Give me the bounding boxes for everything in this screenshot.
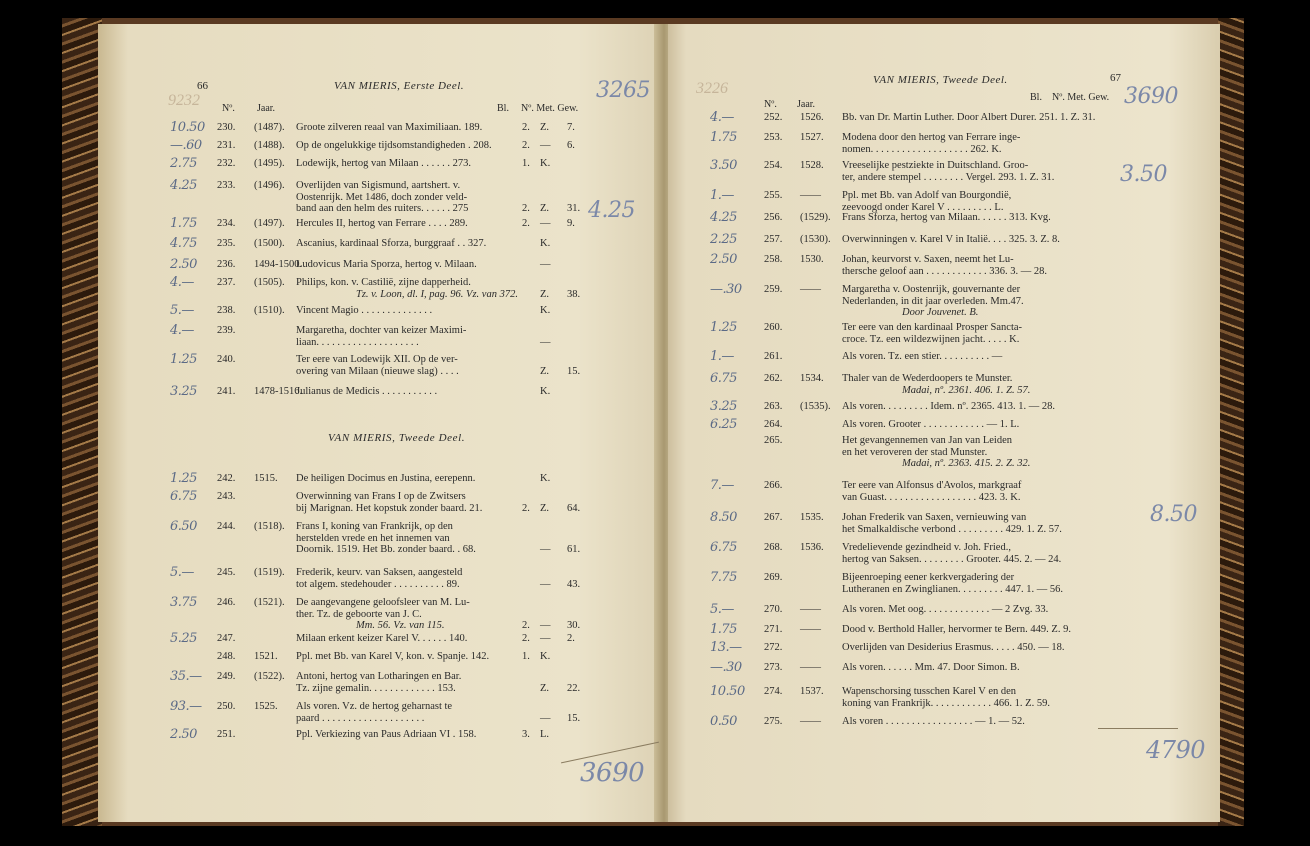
left-entry-year: (1495).	[254, 158, 285, 169]
right-entry-year: 1535.	[800, 512, 824, 523]
left-col-year: Jaar.	[257, 103, 276, 114]
left-entry-desc-line: overing van Milaan (nieuwe slag) . . . .	[296, 365, 459, 377]
right-entry-number: 252.	[764, 112, 783, 123]
left-entry-gew: 61.	[567, 544, 581, 555]
left-entry-metal: Z.	[540, 365, 550, 377]
left-entry-gew: 15.	[567, 712, 581, 724]
right-entry-desc-line: Wapenschorsing tusschen Karel V en den	[842, 686, 1017, 697]
left-entry-year: (1496).	[254, 180, 285, 191]
left-entry-desc-line: Milaan erkent keizer Karel V. . . . . . 140.	[296, 633, 468, 644]
left-entry-desc-line: band aan den helm des ruiters. . . . . . 275	[296, 203, 469, 214]
left-entry-desc-line: Ppl. Verkiezing van Paus Adriaan VI . 158.	[296, 729, 477, 740]
left-entry-metal: —	[540, 620, 551, 631]
right-entry-desc-line: Overwinningen v. Karel V in Italië. . . . 325. 3. Z. 8.	[842, 234, 1060, 245]
right-entry-number: 261.	[764, 351, 783, 362]
right-entry-number: 258.	[764, 254, 783, 265]
right-entry-year: (1529).	[800, 212, 831, 223]
left-col-met-gew: Nº. Met. Gew.	[521, 103, 579, 114]
right-entry-number: 275.	[764, 716, 783, 727]
right-entry-number: 256.	[764, 212, 783, 223]
left-entry-number: 234.	[217, 218, 236, 229]
right-entry-desc-line: Het gevangennemen van Jan van Leiden	[842, 435, 1012, 446]
right-entry-price: 4.—	[710, 110, 734, 125]
right-entry-desc-line: Ppl. met Bb. van Adolf van Bourgondië,	[842, 190, 1012, 201]
left-entry-year: (1488).	[254, 140, 285, 151]
left-entry-price: 10.50	[170, 120, 205, 135]
left-entry-desc-line: paard . . . . . . . . . . . . . . . . . . . .	[296, 712, 425, 724]
left-entry-number: 246.	[217, 597, 236, 608]
left-entry-price: 3.25	[170, 384, 197, 399]
right-entry-number: 257.	[764, 234, 783, 245]
right-entry-desc-line: Als voren . . . . . . . . . . . . . . . . . — 1. — 52.	[842, 716, 1025, 727]
right-col-year: Jaar.	[797, 99, 816, 110]
right-entry-number: 269.	[764, 572, 783, 583]
left-entry-number: 248.	[217, 651, 236, 662]
right-total-rule	[1098, 728, 1178, 729]
right-entry-desc-line: Nederlanden, in dit jaar overleden. Mm.47.	[842, 295, 1024, 307]
left-entry-year: (1510).	[254, 305, 285, 316]
left-entry-number: 247.	[217, 633, 236, 644]
right-entry-number: 272.	[764, 642, 783, 653]
left-entry-met: 2.	[522, 218, 530, 229]
right-entry-desc-line: Ter eere van den kardinaal Prosper Sancta-	[842, 322, 1023, 333]
right-entry-number: 264.	[764, 419, 783, 430]
left-entry-desc-line: Als voren. Vz. de hertog geharnast te	[296, 701, 453, 712]
right-entry-desc-line: Bb. van Dr. Martin Luther. Door Albert Durer. 251. 1. Z. 31.	[842, 112, 1096, 123]
right-entry-desc-line: Johan, keurvorst v. Saxen, neemt het Lu-	[842, 254, 1014, 265]
left-entry-price: 3.75	[170, 595, 197, 610]
left-entry-desc-line: Philips, kon. v. Castilië, zijne dapperheid.	[296, 277, 471, 288]
left-entry-desc-line: De aangevangene geloofsleer van M. Lu-	[296, 597, 470, 608]
right-entry-desc-line: zeevoogd onder Karel V . . . . . . . . . L.	[842, 201, 1004, 213]
left-entry-desc-line: Frederik, keurv. van Saksen, aangesteld	[296, 567, 463, 578]
right-entry-year: 1537.	[800, 686, 824, 697]
right-entry-number: 254.	[764, 160, 783, 171]
right-entry-number: 255.	[764, 190, 783, 201]
left-entry-number: 232.	[217, 158, 236, 169]
left-entry-met: 3.	[522, 729, 530, 740]
left-entry-year: (1487).	[254, 122, 285, 133]
left-entry-number: 231.	[217, 140, 236, 151]
right-entry-desc-line: Als voren. Tz. een stier. . . . . . . . . . —	[842, 351, 1003, 362]
left-entry-met: 2.	[522, 633, 530, 644]
right-entry-desc-line: nomen. . . . . . . . . . . . . . . . . . . 262. K.	[842, 143, 1002, 155]
left-entry-price: 5.—	[170, 303, 194, 318]
left-entry-desc-line: Vincent Magio . . . . . . . . . . . . . .	[296, 305, 433, 316]
left-entry-number: 240.	[217, 354, 236, 365]
right-entry-price: 5.—	[710, 602, 734, 617]
right-entry-desc-line: Door Jouvenet. B.	[902, 307, 979, 318]
left-entry-number: 237.	[217, 277, 236, 288]
left-page-number: 66	[197, 80, 208, 92]
right-entry-desc-line: Thaler van de Wederdoopers te Munster.	[842, 373, 1013, 384]
right-entry-price: 1.75	[710, 130, 737, 145]
right-entry-price: 1.—	[710, 188, 734, 203]
left-entry-metal: —	[540, 633, 551, 644]
right-entry-desc-line: Frans Sforza, hertog van Milaan. . . . . . 313. Kvg.	[842, 212, 1051, 223]
right-entry-price: 3.25	[710, 399, 737, 414]
left-entry-met: 2.	[522, 502, 530, 514]
left-entry-metal: Z.	[540, 288, 550, 300]
left-entry-metal: K.	[540, 238, 551, 249]
left-entry-price: 4.—	[170, 323, 194, 338]
right-entry-price: —.30	[710, 660, 742, 675]
right-entry-desc-line: ter, andere stempel . . . . . . . . Vergel. 293. 1. Z. 31.	[842, 171, 1055, 183]
right-entry-price: 0.50	[710, 714, 737, 729]
left-entry-desc-line: Oostenrijk. Met 1486, doch zonder veld-	[296, 191, 468, 203]
left-entry-price: 93.—	[170, 699, 202, 714]
left-entry-desc-line: Ppl. met Bb. van Karel V, kon. v. Spanje. 142.	[296, 651, 490, 662]
right-entry-year: ——	[800, 624, 821, 635]
left-entry-gew: 9.	[567, 218, 575, 229]
right-entry-number: 265.	[764, 435, 783, 446]
left-entry-gew: 6.	[567, 140, 575, 151]
left-entry-number: 242.	[217, 473, 236, 484]
right-entry-desc-line: koning van Frankrijk. . . . . . . . . . . . 466. 1. Z. 59.	[842, 697, 1050, 709]
left-entry-met: 2.	[522, 620, 530, 631]
left-entry-gew: 64.	[567, 502, 581, 514]
left-entry-desc-line: Ludovicus Maria Sporza, hertog v. Milaan.	[296, 259, 477, 270]
left-entry-metal: —	[540, 712, 551, 724]
left-entry-number: 230.	[217, 122, 236, 133]
left-running-header: VAN MIERIS, Eerste Deel.	[334, 80, 465, 92]
right-entry-desc-line: Ter eere van Alfonsus d'Avolos, markgraaf	[842, 480, 1022, 491]
left-entry-metal: Z.	[540, 502, 550, 514]
right-entry-number: 266.	[764, 480, 783, 491]
left-entry-year: 1525.	[254, 701, 278, 712]
left-entry-price: 1.75	[170, 216, 197, 231]
left-entry-metal: K.	[540, 473, 551, 484]
left-entry-price: 5.25	[170, 631, 197, 646]
left-entry-desc-line: Ter eere van Lodewijk XII. Op de ver-	[296, 354, 458, 365]
right-entry-price: 2.50	[710, 252, 737, 267]
left-entry-year: 1521.	[254, 651, 278, 662]
right-entry-number: 274.	[764, 686, 783, 697]
left-entry-number: 244.	[217, 521, 236, 532]
right-entry-year: 1534.	[800, 373, 824, 384]
left-entry-year: 1494-1500.	[254, 259, 303, 270]
left-entry-number: 243.	[217, 491, 236, 502]
right-entry-number: 270.	[764, 604, 783, 615]
right-entry-price: 4.25	[710, 210, 737, 225]
right-entry-year: 1527.	[800, 132, 824, 143]
right-entry-number: 263.	[764, 401, 783, 412]
right-col-bl: Bl.	[1030, 92, 1042, 103]
left-entry-desc-line: Frans I, koning van Frankrijk, op den	[296, 521, 453, 532]
right-entry-price: —.30	[710, 282, 742, 297]
left-entry-year: (1518).	[254, 521, 285, 532]
left-entry-year: 1515.	[254, 473, 278, 484]
left-entry-year: (1505).	[254, 277, 285, 288]
left-entry-metal: L.	[540, 729, 550, 740]
right-entry-desc-line: Vredelievende gezindheid v. Joh. Fried.,	[842, 542, 1011, 553]
left-entry-desc-line: Doornik. 1519. Het Bb. zonder baard. . 68.	[296, 544, 476, 555]
right-entry-year: ——	[800, 284, 821, 295]
left-entry-metal: Z.	[540, 122, 550, 133]
left-entry-price: 35.—	[170, 669, 202, 684]
right-page-number: 67	[1110, 72, 1121, 84]
right-entry-desc-line: Dood v. Berthold Haller, hervormer te Bern. 449. Z. 9.	[842, 624, 1071, 635]
left-entry-desc-line: Op de ongelukkige tijdsomstandigheden . 208.	[296, 140, 492, 151]
right-entry-desc-line: Als voren. . . . . . . . . Idem. nº. 2365. 413. 1. — 28.	[842, 401, 1055, 412]
left-section-heading: VAN MIERIS, Tweede Deel.	[328, 432, 466, 444]
left-entry-number: 250.	[217, 701, 236, 712]
left-entry-desc-line: Hercules II, hertog van Ferrare . . . . 289.	[296, 218, 468, 229]
right-entry-price: 1.25	[710, 320, 737, 335]
right-entry-number: 259.	[764, 284, 783, 295]
right-col-met-gew: Nº. Met. Gew.	[1052, 92, 1110, 103]
right-entry-desc-line: Als voren. Met oog. . . . . . . . . . . . . — 2 Zvg. 33.	[842, 604, 1049, 615]
left-entry-desc-line: Tz. v. Loon, dl. I, pag. 96. Vz. van 372.	[356, 288, 518, 300]
right-entry-price: 6.75	[710, 371, 737, 386]
left-entry-year: 1478-1516.	[254, 386, 303, 397]
left-entry-desc-line: tot algem. stedehouder . . . . . . . . . . 89.	[296, 578, 460, 590]
left-entry-price: 5.—	[170, 565, 194, 580]
right-entry-desc-line: Overlijden van Desiderius Erasmus. . . . . 450. — 18.	[842, 642, 1065, 653]
left-entry-number: 235.	[217, 238, 236, 249]
right-entry-price: 3.50	[710, 158, 737, 173]
left-entry-met: 2.	[522, 122, 530, 133]
left-entry-year: (1519).	[254, 567, 285, 578]
left-entry-number: 238.	[217, 305, 236, 316]
left-col-bl: Bl.	[497, 103, 509, 114]
right-entry-year: (1530).	[800, 234, 831, 245]
right-entry-price: 6.75	[710, 540, 737, 555]
left-entry-metal: K.	[540, 386, 551, 397]
right-entry-number: 271.	[764, 624, 783, 635]
right-entry-year: 1530.	[800, 254, 824, 265]
left-entry-metal: —	[540, 218, 551, 229]
right-entry-desc-line: Bijeenroeping eener kerkvergadering der	[842, 572, 1015, 583]
right-margin-note-254: 3.50	[1120, 162, 1167, 187]
left-entry-year: (1521).	[254, 597, 285, 608]
left-entry-price: 4.—	[170, 275, 194, 290]
right-col-no: Nº.	[764, 99, 777, 110]
left-entry-metal: —	[540, 259, 551, 270]
left-entry-metal: K.	[540, 158, 551, 169]
left-col-no: Nº.	[222, 103, 235, 114]
right-entry-number: 267.	[764, 512, 783, 523]
left-entry-price: —.60	[170, 138, 202, 153]
right-entry-price: 1.—	[710, 349, 734, 364]
left-entry-price: 6.75	[170, 489, 197, 504]
left-entry-gew: 22.	[567, 682, 581, 694]
left-entry-price: 6.50	[170, 519, 197, 534]
right-entry-price: 2.25	[710, 232, 737, 247]
right-entry-number: 253.	[764, 132, 783, 143]
left-entry-number: 236.	[217, 259, 236, 270]
left-entry-year: (1522).	[254, 671, 285, 682]
left-entry-metal: —	[540, 578, 551, 590]
left-entry-metal: —	[540, 336, 551, 348]
left-entry-price: 2.75	[170, 156, 197, 171]
right-entry-desc-line: Modena door den hertog van Ferrare inge-	[842, 132, 1021, 143]
left-entry-met: 1.	[522, 651, 530, 662]
right-entry-price: 8.50	[710, 510, 737, 525]
right-entry-price: 1.75	[710, 622, 737, 637]
right-entry-year: ——	[800, 190, 821, 201]
left-entry-gew: 15.	[567, 365, 581, 377]
left-entry-desc-line: liaan. . . . . . . . . . . . . . . . . . . .	[296, 336, 419, 348]
left-entry-number: 249.	[217, 671, 236, 682]
right-entry-number: 268.	[764, 542, 783, 553]
left-entry-number: 245.	[217, 567, 236, 578]
right-entry-price: 10.50	[710, 684, 745, 699]
marbled-edge-left	[62, 18, 102, 826]
left-total-bottom: 3690	[580, 758, 645, 788]
right-entry-number: 273.	[764, 662, 783, 673]
right-entry-desc-line: en het veroveren der stad Munster.	[842, 446, 988, 458]
left-entry-price: 1.25	[170, 471, 197, 486]
right-ghost-note: 3226	[696, 80, 728, 97]
left-entry-met: 1.	[522, 158, 530, 169]
left-entry-year: (1497).	[254, 218, 285, 229]
marbled-edge-right	[1218, 18, 1244, 826]
left-entry-gew: 38.	[567, 288, 581, 300]
left-entry-gew: 31.	[567, 203, 581, 214]
right-entry-desc-line: Madai, nº. 2363. 415. 2. Z. 32.	[902, 458, 1031, 469]
left-entry-metal: Z.	[540, 203, 550, 214]
left-entry-gew: 7.	[567, 122, 575, 133]
right-entry-desc-line: het Smalkaldische verbond . . . . . . . . . 429. 1. Z. 57.	[842, 523, 1062, 535]
left-entry-gew: 30.	[567, 620, 581, 631]
left-entry-gew: 2.	[567, 633, 575, 644]
right-entry-year: 1526.	[800, 112, 824, 123]
left-entry-number: 239.	[217, 325, 236, 336]
right-entry-price: 6.25	[710, 417, 737, 432]
left-entry-desc-line: herstelden vrede en het innemen van	[296, 532, 450, 544]
left-entry-met: 2.	[522, 140, 530, 151]
left-entry-desc-line: De heiligen Docimus en Justina, eerepenn.	[296, 473, 476, 484]
left-entry-metal: Z.	[540, 682, 550, 694]
right-margin-note-267: 8.50	[1150, 502, 1197, 527]
left-entry-desc-line: Julianus de Medicis . . . . . . . . . . .	[296, 386, 438, 397]
right-entry-desc-line: Vreeselijke pestziekte in Duitschland. Groo-	[842, 160, 1029, 171]
right-entry-year: 1528.	[800, 160, 824, 171]
right-entry-year: ——	[800, 662, 821, 673]
right-entry-price: 13.—	[710, 640, 742, 655]
left-entry-price: 1.25	[170, 352, 197, 367]
left-entry-price: 4.75	[170, 236, 197, 251]
left-entry-metal: K.	[540, 651, 551, 662]
right-entry-year: ——	[800, 716, 821, 727]
left-entry-desc-line: Antoni, hertog van Lotharingen en Bar.	[296, 671, 462, 682]
left-entry-gew: 43.	[567, 578, 581, 590]
left-entry-desc-line: Tz. zijne gemalin. . . . . . . . . . . . . 153.	[296, 682, 456, 694]
left-margin-note: 4.25	[588, 198, 635, 223]
left-total-top: 3265	[596, 78, 650, 103]
right-total-top: 3690	[1124, 84, 1178, 109]
left-ghost-note: 9232	[168, 92, 200, 109]
right-entry-desc-line: hertog van Saksen. . . . . . . . . Grooter. 445. 2. — 24.	[842, 553, 1062, 565]
left-entry-desc-line: Margaretha, dochter van keizer Maximi-	[296, 325, 467, 336]
right-entry-price: 7.75	[710, 570, 737, 585]
left-entry-price: 4.25	[170, 178, 197, 193]
right-entry-desc-line: van Guast. . . . . . . . . . . . . . . . . . 423. 3. K.	[842, 491, 1021, 503]
right-running-header: VAN MIERIS, Tweede Deel.	[873, 74, 1008, 86]
left-entry-desc-line: Lodewijk, hertog van Milaan . . . . . . 273.	[296, 158, 471, 169]
left-entry-met: 2.	[522, 203, 530, 214]
left-entry-metal: —	[540, 544, 551, 555]
left-entry-desc-line: Ascanius, kardinaal Sforza, burggraaf . . 327.	[296, 238, 487, 249]
right-entry-desc-line: thersche geloof aan . . . . . . . . . . . . 336. 3. — 28.	[842, 265, 1048, 277]
right-entry-desc-line: Als voren. . . . . . Mm. 47. Door Simon. B.	[842, 662, 1020, 673]
right-entry-desc-line: Als voren. Grooter . . . . . . . . . . . . — 1. L.	[842, 419, 1020, 430]
right-total-bottom: 4790	[1146, 736, 1206, 764]
left-entry-desc-line: Overlijden van Sigismund, aartshert. v.	[296, 180, 461, 191]
right-entry-desc-line: Margaretha v. Oostenrijk, gouvernante der	[842, 284, 1021, 295]
right-entry-desc-line: Madai, nº. 2361. 406. 1. Z. 57.	[902, 384, 1031, 396]
left-entry-desc-line: Groote zilveren reaal van Maximiliaan. 189.	[296, 122, 483, 133]
right-entry-year: ——	[800, 604, 821, 615]
left-entry-number: 251.	[217, 729, 236, 740]
left-entry-desc-line: Mm. 56. Vz. van 115.	[356, 620, 445, 631]
right-entry-number: 260.	[764, 322, 783, 333]
right-entry-year: 1536.	[800, 542, 824, 553]
left-entry-desc-line: ther. Tz. de geboorte van J. C.	[296, 608, 422, 620]
left-entry-number: 233.	[217, 180, 236, 191]
right-entry-price: 7.—	[710, 478, 734, 493]
left-entry-price: 2.50	[170, 257, 197, 272]
right-entry-desc-line: croce. Tz. een wildezwijnen jacht. . . . . K.	[842, 333, 1020, 345]
right-entry-number: 262.	[764, 373, 783, 384]
left-entry-price: 2.50	[170, 727, 197, 742]
right-entry-desc-line: Lutheranen en Zwinglianen. . . . . . . . . 447. 1. — 56.	[842, 583, 1064, 595]
left-entry-year: (1500).	[254, 238, 285, 249]
right-entry-year: (1535).	[800, 401, 831, 412]
left-entry-metal: —	[540, 140, 551, 151]
right-entry-desc-line: Johan Frederik van Saxen, vernieuwing van	[842, 512, 1027, 523]
left-entry-desc-line: bij Marignan. Het kopstuk zonder baard. 21.	[296, 502, 483, 514]
left-entry-number: 241.	[217, 386, 236, 397]
left-entry-metal: K.	[540, 305, 551, 316]
left-entry-desc-line: Overwinning van Frans I op de Zwitsers	[296, 491, 466, 502]
